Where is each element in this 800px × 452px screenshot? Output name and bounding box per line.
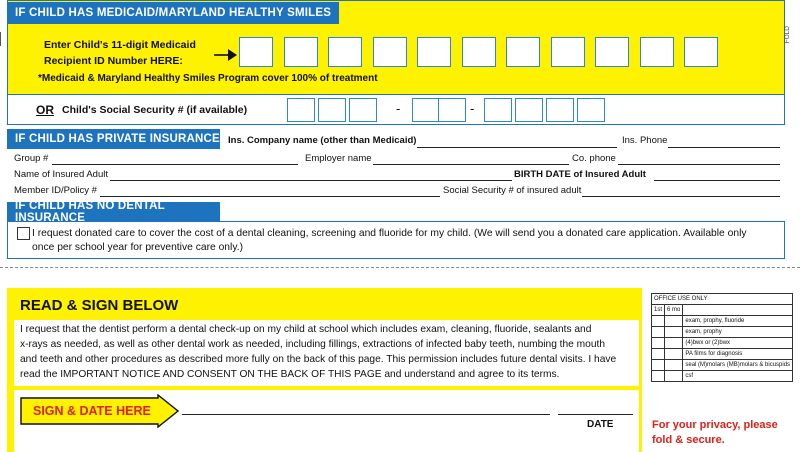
member-id-field[interactable] xyxy=(100,196,440,197)
privacy-line-1: For your privacy, please xyxy=(652,419,778,431)
private-insurance-header xyxy=(7,129,220,149)
donated-care-checkbox[interactable] xyxy=(17,227,30,240)
medicaid-id-digit-box[interactable] xyxy=(328,37,362,67)
co-phone-field[interactable] xyxy=(618,164,780,165)
ins-phone-field[interactable] xyxy=(668,147,780,148)
date-label: DATE xyxy=(587,419,614,430)
ssn-digit-box[interactable] xyxy=(287,98,315,122)
arrow-right-icon xyxy=(214,48,238,62)
medicaid-id-digit-box[interactable] xyxy=(284,37,318,67)
office-row: PA films for diagnosis xyxy=(683,349,793,360)
office-col-1st: 1st xyxy=(652,305,665,316)
medicaid-id-digit-box[interactable] xyxy=(506,37,540,67)
enter-id-label-line1: Enter Child's 11-digit Medicaid xyxy=(44,39,196,51)
medicaid-id-digit-box[interactable] xyxy=(417,37,451,67)
no-insurance-box xyxy=(7,221,785,259)
office-row: exam, prophy xyxy=(683,327,793,338)
consent-line-1: I request that the dentist perform a dental check-up on my child at school which includes exam, cleaning, fluoride, sealants and xyxy=(20,324,592,335)
donated-care-text-2: once per school year for preventive care only.) xyxy=(32,242,244,253)
no-insurance-header-text: IF CHILD HAS NO DENTAL INSURANCE xyxy=(15,199,165,224)
co-phone-label: Co. phone xyxy=(572,153,616,164)
medicaid-id-digit-box[interactable] xyxy=(551,37,585,67)
privacy-line-2: fold & secure. xyxy=(652,434,725,446)
office-use-table xyxy=(651,293,793,382)
coverage-note: *Medicaid & Maryland Healthy Smiles Program cover 100% of treatment xyxy=(38,73,378,84)
consent-line-4: read the IMPORTANT NOTICE AND CONSENT ON THE BACK OF THIS PAGE and understand and agree to its terms. xyxy=(20,369,560,380)
ssn-digit-box[interactable] xyxy=(515,98,543,122)
medicaid-id-digit-box[interactable] xyxy=(684,37,718,67)
insured-name-label: Name of Insured Adult xyxy=(14,169,108,180)
ssn-label: Child's Social Security # (if available) xyxy=(62,104,248,116)
ssn-digit-box[interactable] xyxy=(349,98,377,122)
employer-label: Employer name xyxy=(305,153,372,164)
ssn-or: OR xyxy=(36,103,54,117)
ssn-digit-box[interactable] xyxy=(546,98,574,122)
office-row: seal (M)molars (MB)molars & bicuspids xyxy=(683,360,793,371)
ins-phone-label: Ins. Phone xyxy=(622,135,668,146)
enter-id-label-line2: Recipient ID Number HERE: xyxy=(44,55,183,67)
office-col-6mo: 6 mo xyxy=(665,305,683,316)
ins-company-label: Ins. Company name (other than Medicaid) xyxy=(228,135,417,146)
medicaid-header-text: IF CHILD HAS MEDICAID/MARYLAND HEALTHY SMILES xyxy=(15,7,332,19)
medicaid-id-digit-box[interactable] xyxy=(640,37,674,67)
medicaid-id-digit-box[interactable] xyxy=(239,37,273,67)
group-field[interactable] xyxy=(52,164,298,165)
medicaid-header xyxy=(7,2,339,24)
private-insurance-header-text: IF CHILD HAS PRIVATE INSURANCE xyxy=(15,133,220,145)
ssn-digit-box[interactable] xyxy=(438,98,466,122)
office-row: (4)bwx or (2)bwx xyxy=(683,338,793,349)
insured-ssn-label: Social Security # of insured adult xyxy=(443,185,582,196)
sign-arrow-label: SIGN & DATE HERE xyxy=(33,404,151,418)
ssn-digit-box[interactable] xyxy=(484,98,512,122)
donated-care-text-1: I request donated care to cover the cost of a dental cleaning, screening and fluoride for my child. (We will send you a donated care application. Available only xyxy=(32,228,747,239)
signature-field[interactable] xyxy=(182,414,550,415)
birth-date-field[interactable] xyxy=(654,180,780,181)
birth-date-label: BIRTH DATE of Insured Adult xyxy=(514,169,646,180)
group-label: Group # xyxy=(14,153,49,164)
insured-ssn-field[interactable] xyxy=(582,196,780,197)
medicaid-id-digit-box[interactable] xyxy=(595,37,629,67)
ssn-dash-1: - xyxy=(396,101,401,116)
ssn-digit-box[interactable] xyxy=(577,98,605,122)
fold-mark-right: FOLD xyxy=(784,26,791,44)
employer-field[interactable] xyxy=(373,164,569,165)
member-id-label: Member ID/Policy # xyxy=(14,185,97,196)
fold-separator xyxy=(0,267,800,268)
date-field[interactable] xyxy=(558,414,633,415)
medicaid-id-digit-box[interactable] xyxy=(462,37,496,67)
medicaid-id-digit-box[interactable] xyxy=(373,37,407,67)
sign-title: READ & SIGN BELOW xyxy=(20,297,179,314)
consent-line-3: and teeth and other procedures as described more fully on the back of this page. This permission includes future dental visits. I have xyxy=(20,354,617,365)
ins-company-field[interactable] xyxy=(417,147,617,148)
insured-name-field[interactable] xyxy=(110,180,512,181)
no-insurance-header xyxy=(7,199,220,224)
office-use-title: OFFICE USE ONLY xyxy=(652,294,793,305)
office-row: exam, prophy, fluoride xyxy=(683,316,793,327)
ssn-digit-box[interactable] xyxy=(412,98,440,122)
office-row: csf xyxy=(683,371,793,382)
ssn-dash-2: - xyxy=(470,101,475,116)
ssn-digit-box[interactable] xyxy=(318,98,346,122)
fold-mark-left xyxy=(0,32,4,46)
consent-line-2: x-rays as needed, as well as other dental work as needed, including fillings, extractions of infected baby teeth, numbing the mouth xyxy=(20,339,605,350)
